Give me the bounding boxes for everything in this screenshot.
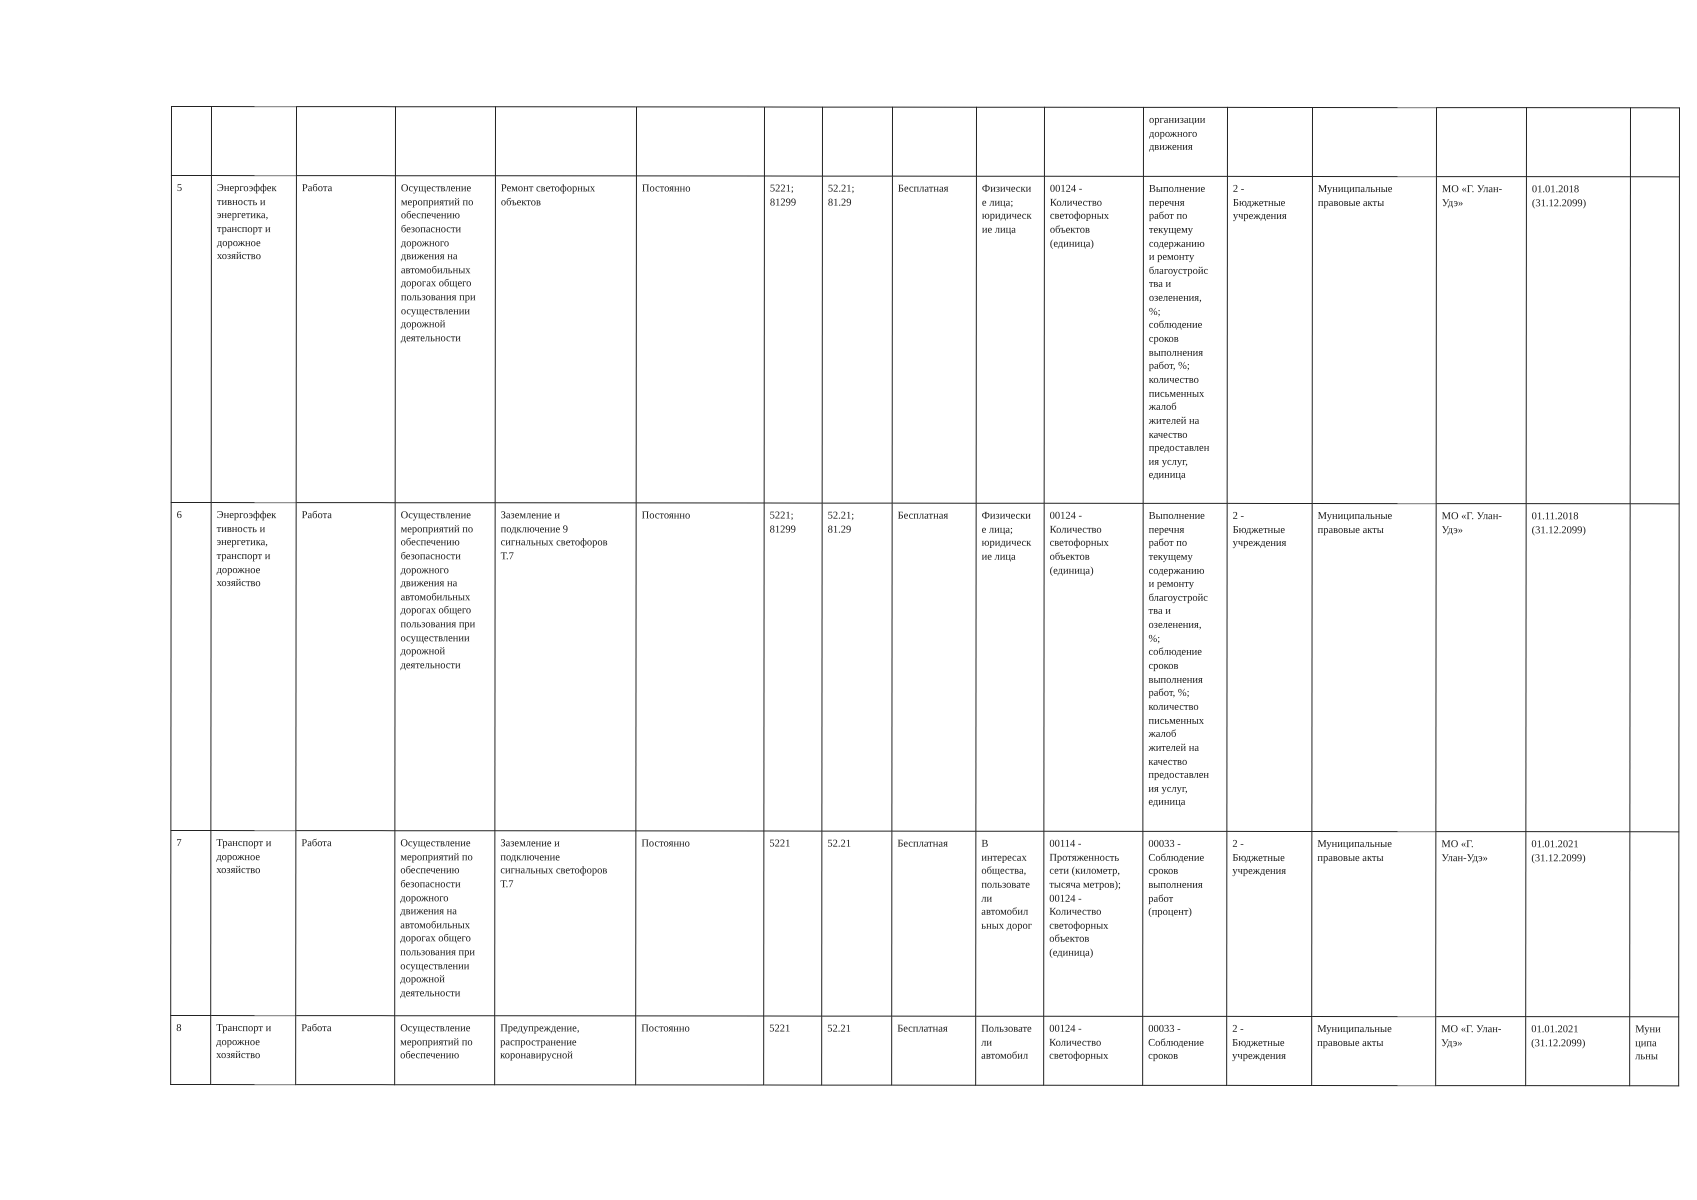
cell-institution: 2 - Бюджетные учреждения [1227,831,1312,1016]
cell-number: 5 [171,176,211,503]
cell-consumers: Пользовате ли автомобил [976,1016,1044,1085]
cell-payment: Бесплатная [892,1016,976,1085]
cell-acts: Муниципальные правовые акты [1312,831,1436,1016]
cell-dates: 01.01.2021 (31.12.2099) [1526,1017,1630,1086]
services-register-table [170,106,1680,1086]
cell-dates: 01.01.2018 (31.12.2099) [1526,177,1630,504]
cell-name: Осуществление мероприятий по обеспечению безопасности дорожного движения на автомобильных дорогах общего пользования при осуществлении дорожной деятельности [395,831,495,1016]
cell-empty [1227,107,1312,176]
cell-sphere: Энергоэффек тивность и энергетика, транспорт и дорожное хозяйство [211,176,296,503]
cell-empty [764,107,822,176]
cell-payment: Бесплатная [892,176,976,503]
cell-number: 8 [171,1016,211,1085]
cell-type: Работа [296,176,395,503]
cell-type: Работа [296,831,395,1016]
cell-volume: 00124 - Количество светофорных объектов (единица) [1044,503,1143,831]
cell-empty [495,107,636,176]
cell-empty [1312,107,1436,176]
cell-okved: 52.21; 81.29 [822,503,892,831]
cell-mo: МО «Г. Улан-Удэ» [1436,832,1526,1017]
cell-okved-code: 5221 [764,831,822,1016]
cell-volume: 00124 - Количество светофорных объектов (единица) [1044,176,1143,503]
cell-content: Заземление и подключение сигнальных светофоров Т.7 [495,831,636,1016]
cell-okved: 52.21 [822,831,892,1016]
cell-extra [1630,177,1679,504]
cell-empty [1526,108,1630,177]
cell-institution: 2 - Бюджетные учреждения [1227,176,1312,503]
cell-empty [171,107,211,176]
cell-type: Работа [296,503,395,831]
cell-term: Постоянно [636,1016,764,1085]
cell-okved-code: 5221; 81299 [764,503,822,831]
cell-quality: Выполнение перечня работ по текущему содержанию и ремонту благоустройс тва и озеленения, %; соблюдение сроков выполнения работ, %; количество письменных жалоб жителей на качество предоставлен ия услуг, единица [1143,176,1227,503]
cell-empty [636,107,764,176]
cell-payment: Бесплатная [892,503,976,831]
cell-sphere: Энергоэффек тивность и энергетика, транспорт и дорожное хозяйство [211,503,296,831]
cell-empty [296,107,395,176]
cell-mo: МО «Г. Улан- Удэ» [1436,504,1526,832]
cell-quality: 00033 - Соблюдение сроков выполнения работ (процент) [1143,831,1227,1016]
cell-volume: 00114 - Протяженность сети (километр, тысяча метров); 00124 - Количество светофорных объектов (единица) [1044,831,1143,1016]
cell-mo: МО «Г. Улан- Удэ» [1436,1017,1526,1086]
cell-quality: 00033 - Соблюдение сроков [1143,1016,1227,1085]
cell-dates: 01.01.2021 (31.12.2099) [1526,832,1630,1017]
table-row-continuation [171,107,1679,177]
cell-extra [1630,832,1679,1017]
cell-type: Работа [296,1016,395,1085]
cell-institution: 2 - Бюджетные учреждения [1227,1016,1312,1085]
cell-name: Осуществление мероприятий по обеспечению [395,1016,495,1085]
cell-empty [892,107,976,176]
cell-okved-code: 5221; 81299 [764,176,822,503]
cell-empty [395,107,495,176]
cell-content: Предупреждение, распространение коронавирусной [495,1016,636,1085]
cell-quality-continued: организации дорожного движения [1143,107,1227,176]
cell-empty [976,107,1044,176]
table-row [171,831,1679,1017]
cell-term: Постоянно [636,831,764,1016]
cell-okved: 52.21 [822,1016,892,1085]
cell-consumers: Физически е лица; юридическ ие лица [976,176,1044,503]
cell-consumers: В интересах общества, пользовате ли автомобил ьных дорог [976,831,1044,1016]
cell-empty [822,107,892,176]
cell-term: Постоянно [636,176,764,503]
cell-quality: Выполнение перечня работ по текущему содержанию и ремонту благоустройс тва и озеленения, %; соблюдение сроков выполнения работ, %; количество письменных жалоб жителей на качество предоставлен ия услуг, единица [1143,503,1227,831]
cell-sphere: Транспорт и дорожное хозяйство [211,831,296,1016]
cell-acts: Муниципальные правовые акты [1312,503,1436,831]
table-row [171,176,1679,504]
cell-institution: 2 - Бюджетные учреждения [1227,503,1312,831]
cell-okved-code: 5221 [764,1016,822,1085]
table-row [171,1016,1679,1086]
cell-empty [211,107,296,176]
cell-content: Заземление и подключение 9 сигнальных светофоров Т.7 [495,503,636,831]
cell-okved: 52.21; 81.29 [822,176,892,503]
cell-term: Постоянно [636,503,764,831]
cell-number: 6 [171,503,211,831]
cell-consumers: Физически е лица; юридическ ие лица [976,503,1044,831]
cell-content: Ремонт светофорных объектов [495,176,636,503]
cell-name: Осуществление мероприятий по обеспечению безопасности дорожного движения на автомобильных дорогах общего пользования при осуществлении дорожной деятельности [395,176,495,503]
cell-extra: Муни ципа льны [1630,1017,1679,1086]
cell-empty [1436,108,1526,177]
cell-number: 7 [171,831,211,1016]
cell-acts: Муниципальные правовые акты [1312,176,1436,503]
cell-sphere: Транспорт и дорожное хозяйство [211,1016,296,1085]
cell-empty [1630,108,1679,177]
cell-empty [1044,107,1143,176]
cell-payment: Бесплатная [892,831,976,1016]
cell-dates: 01.11.2018 (31.12.2099) [1526,504,1630,832]
cell-volume: 00124 - Количество светофорных [1044,1016,1143,1085]
cell-acts: Муниципальные правовые акты [1312,1016,1436,1085]
cell-mo: МО «Г. Улан- Удэ» [1436,177,1526,504]
cell-name: Осуществление мероприятий по обеспечению безопасности дорожного движения на автомобильных дорогах общего пользования при осуществлении дорожной деятельности [395,503,495,831]
table-row [171,503,1679,832]
cell-extra [1630,504,1679,832]
